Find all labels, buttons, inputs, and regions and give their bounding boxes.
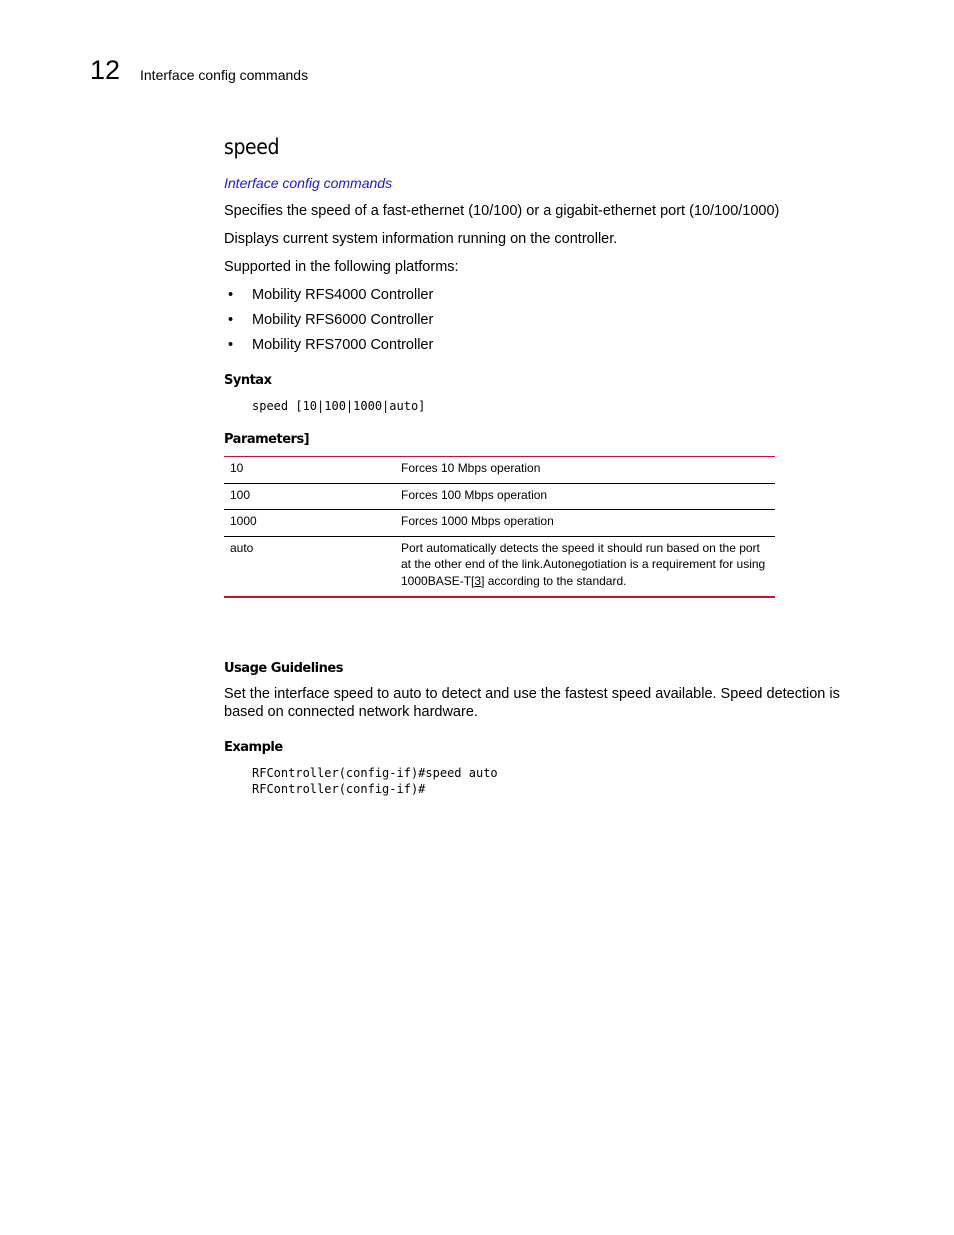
platform-list — [224, 286, 433, 361]
parameters-table — [224, 456, 775, 598]
chapter-number: 12 — [90, 55, 121, 85]
usage-text: Set the interface speed to auto to detect and use the fastest speed available. Speed detection is based on connected network hardware. — [224, 686, 840, 720]
table-row — [224, 536, 775, 597]
syntax-code: speed [10|100|1000|auto] — [252, 399, 426, 413]
param-desc: Forces 1000 Mbps operation — [395, 510, 775, 537]
footnote-link[interactable]: 3 — [474, 573, 482, 588]
bullet-icon: • — [228, 337, 234, 353]
param-desc: Forces 10 Mbps operation — [395, 457, 775, 484]
platforms-intro: Supported in the following platforms: — [224, 259, 459, 275]
param-name: 1000 — [224, 510, 395, 537]
list-item: • Mobility RFS7000 Controller — [228, 337, 434, 353]
param-name: auto — [230, 540, 254, 555]
bullet-icon: • — [228, 287, 234, 303]
param-desc: Forces 100 Mbps operation — [395, 483, 775, 510]
param-name: 100 — [224, 483, 395, 510]
example-code-line: RFController(config-if)# — [252, 782, 426, 796]
chapter-link[interactable]: Interface config commands — [224, 175, 393, 191]
list-item: • Mobility RFS4000 Controller — [228, 287, 434, 303]
example-code-line: RFController(config-if)#speed auto — [252, 766, 498, 780]
table-row — [224, 483, 775, 510]
bullet-icon: • — [228, 312, 234, 328]
param-desc: Port automatically detects the speed it should run based on the port at the other end of the link.Autonegotiation is a requirement for using 1000BASE-T[3] according to the standard. — [401, 540, 766, 588]
example-heading: Example — [224, 740, 283, 755]
table-row — [224, 510, 775, 537]
syntax-heading: Syntax — [224, 373, 272, 388]
description-2: Displays current system information running on the controller. — [224, 231, 618, 247]
usage-heading: Usage Guidelines — [224, 661, 343, 676]
table-row — [224, 457, 775, 484]
chapter-title: Interface config commands — [140, 67, 309, 83]
description: Specifies the speed of a fast-ethernet (10/100) or a gigabit-ethernet port (10/100/1000) — [224, 203, 780, 219]
parameters-heading: Parameters] — [224, 432, 310, 447]
page-title: speed — [224, 135, 280, 159]
list-item: • Mobility RFS6000 Controller — [228, 312, 434, 328]
param-name: 10 — [224, 457, 395, 484]
